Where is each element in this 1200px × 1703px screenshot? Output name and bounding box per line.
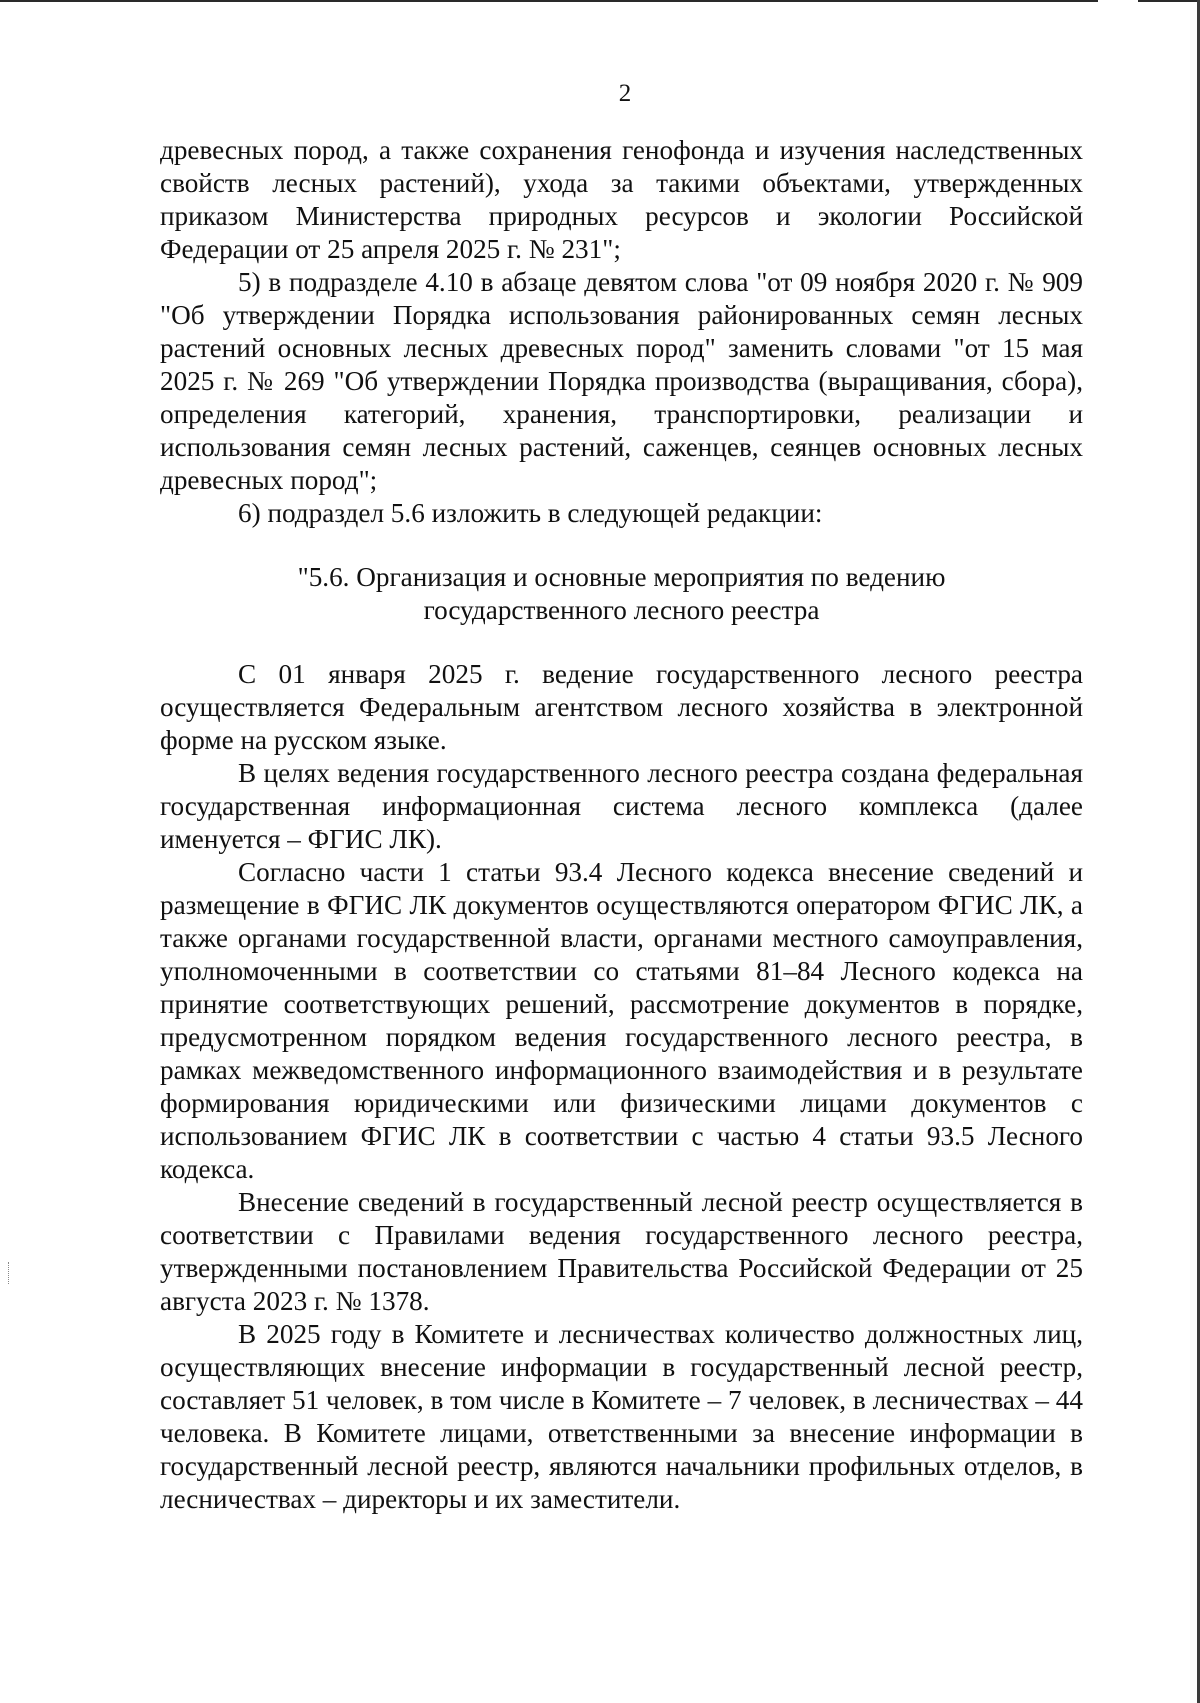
paragraph-officials-2025: В 2025 году в Комитете и лесничествах количество должностных лиц, осуществляющих внесение информации в государственный лесной реестр, составляет 51 человек, в том числе в Комитете – 7 человек, в лесничествах – 44 человека. В Комитете лицами, ответственными за внесение информации в государственный лесной реестр, являются начальники профильных отделов, в лесничествах – директоры и их заместители. [160,1319,1083,1514]
section-heading-line-1: "5.6. Организация и основные мероприятия по ведению [297,562,946,592]
page-number: 2 [618,80,632,107]
paragraph-item-6: 6) подраздел 5.6 изложить в следующей редакции: [238,498,823,528]
section-heading-line-2: государственного лесного реестра [423,595,820,625]
scan-border-top-right [1138,0,1200,2]
paragraph-registry-start: С 01 января 2025 г. ведение государственного лесного реестра осуществляется Федеральным агентством лесного хозяйства в электронной форме на русском языке. [160,659,1083,755]
paragraph-rules: Внесение сведений в государственный лесной реестр осуществляется в соответствии с Правилами ведения государственного лесного реестра, утвержденными постановлением Правительства Российской Федерации от 25 августа 2023 г. № 1378. [160,1187,1083,1316]
paragraph-continuation: древесных пород, а также сохранения генофонда и изучения наследственных свойств лесных растений), ухода за такими объектами, утвержденных приказом Министерства природных ресурсов и экологии Российской Федерации от 25 апреля 2025 г. № 231"; [160,135,1083,264]
paragraph-article-93-4: Согласно части 1 статьи 93.4 Лесного кодекса внесение сведений и размещение в ФГИС ЛК документов осуществляются оператором ФГИС ЛК, а также органами государственной власти, органами местного самоуправления, уполномоченными в соответствии со статьями 81–84 Лесного кодекса на принятие соответствующих решений, рассмотрение документов в порядке, предусмотренном порядком ведения государственного лесного реестра, в рамках межведомственного информационного взаимодействия и в результате формирования юридическими или физическими лицами документов с использованием ФГИС ЛК в соответствии с частью 4 статьи 93.5 Лесного кодекса. [160,857,1083,1184]
document-body [160,134,1083,1516]
section-heading [160,561,1083,627]
scan-margin-mark [8,1262,12,1284]
scan-border-top [0,0,1098,2]
paragraph-fgis-created: В целях ведения государственного лесного реестра создана федеральная государственная информационная система лесного комплекса (далее именуется – ФГИС ЛК). [160,758,1083,854]
paragraph-item-5: 5) в подразделе 4.10 в абзаце девятом слова "от 09 ноября 2020 г. № 909 "Об утверждении Порядка использования районированных семян лесных растений основных лесных древесных пород" заменить словами "от 15 мая 2025 г. № 269 "Об утверждении Порядка производства (выращивания, сбора), определения категорий, хранения, транспортировки, реализации и использования семян лесных растений, саженцев, сеянцев основных лесных древесных пород"; [160,267,1083,495]
